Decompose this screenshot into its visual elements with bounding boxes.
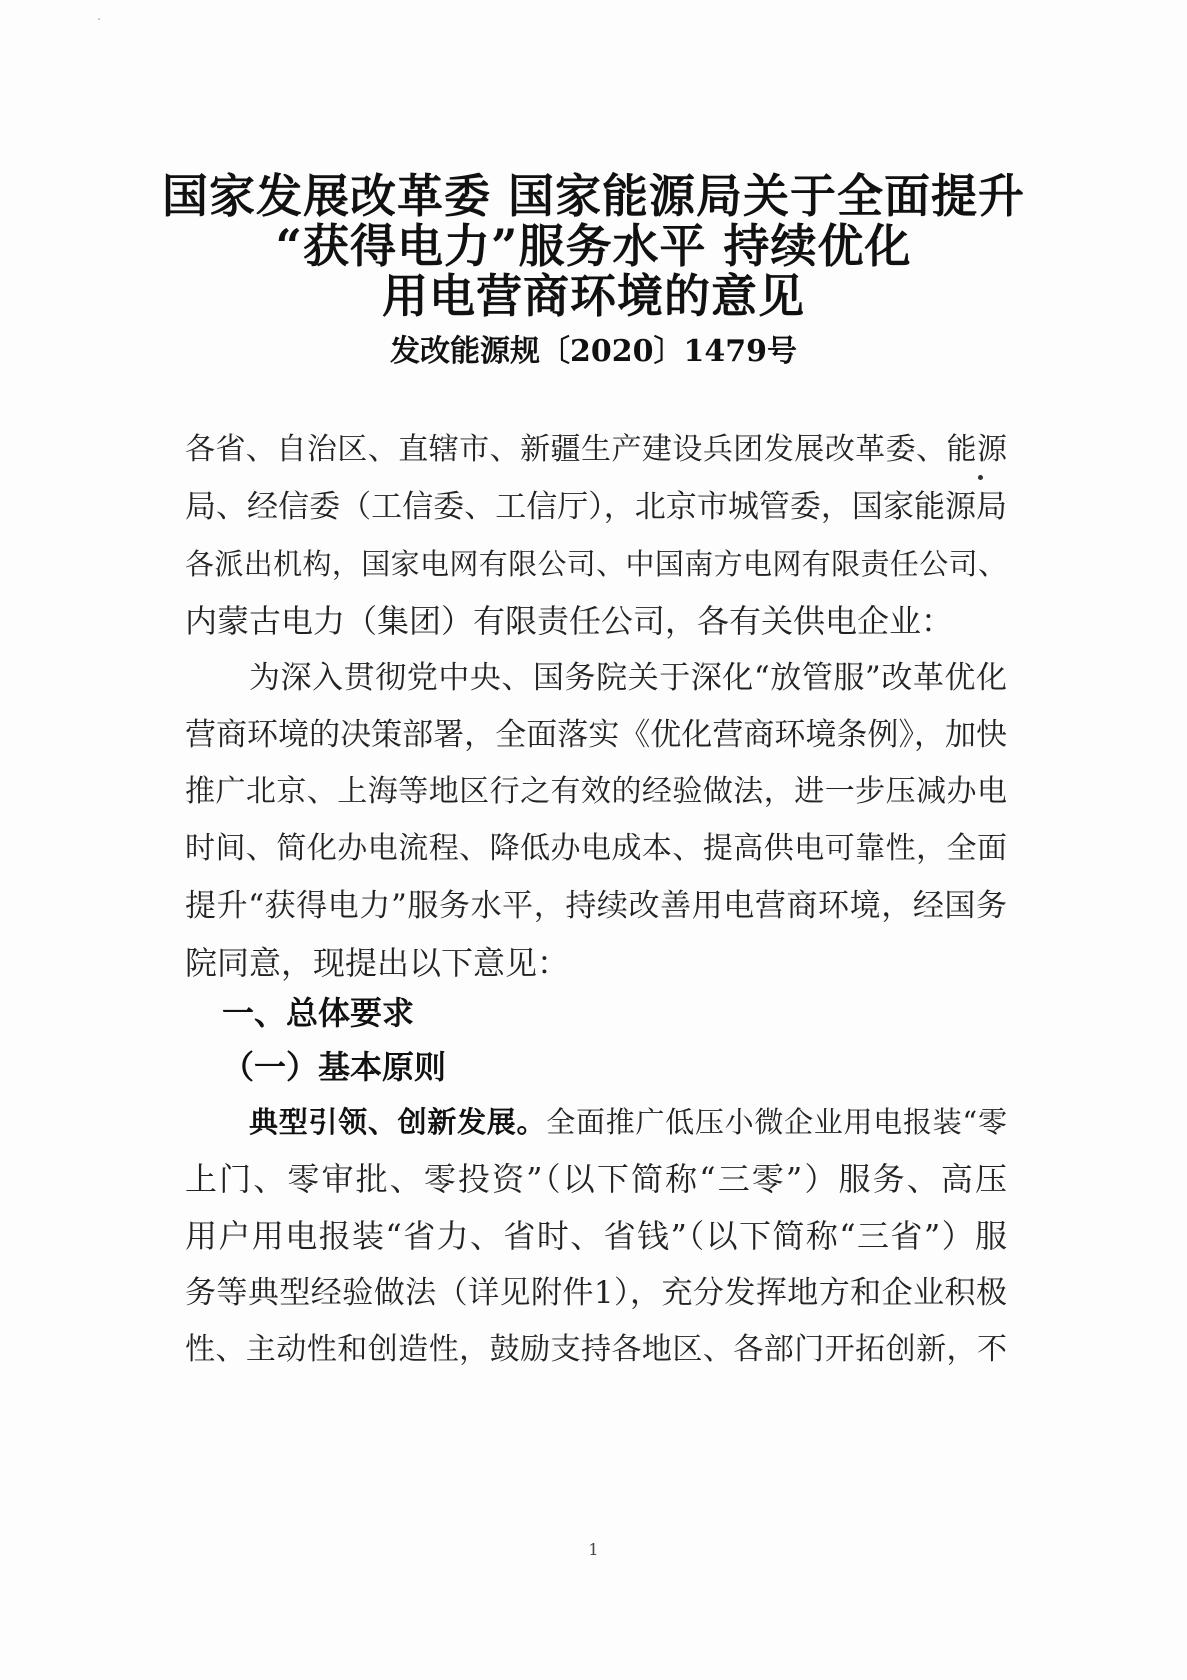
subsection-heading: （一）基本原则 [222,1048,447,1086]
addressee-line: 各省、自治区、直辖市、新疆生产建设兵团发展改革委、能源 [185,432,1007,467]
intro-line: 提升“获得电力”服务水平，持续改善用电营商环境，经国务 [185,888,1007,924]
page-number: 1 [588,1540,599,1559]
principle-first-line [249,1102,1007,1142]
document-title-line-2: “获得电力”服务水平 持续优化 [275,219,912,273]
document-number: 发改能源规〔2020〕1479号 [390,334,797,369]
principle-first-line-text: 全面推广低压小微企业用电报装“零 [546,1105,1007,1139]
principle-line: 性、主动性和创造性，鼓励支持各地区、各部门开拓创新，不 [185,1332,1007,1367]
intro-line: 院同意，现提出以下意见： [185,944,570,982]
intro-line: 为深入贯彻党中央、国务院关于深化“放管服”改革优化 [249,660,1007,696]
intro-line: 推广北京、上海等地区行之有效的经验做法，进一步压减办电 [185,774,1007,809]
principle-line: 上门、零审批、零投资”（以下简称“三零”）服务、高压 [185,1160,1007,1198]
document-title-line-3: 用电营商环境的意见 [382,269,805,323]
scan-speck [978,475,983,480]
addressee-line: 局、经信委（工信委、工信厅），北京市城管委，国家能源局 [185,489,1007,525]
scan-speck [98,18,100,20]
principle-line: 务等典型经验做法（详见附件1），充分发挥地方和企业积极 [185,1275,1007,1311]
addressee-line: 内蒙古电力（集团）有限责任公司，各有关供电企业： [185,602,954,640]
intro-line: 时间、简化办电流程、降低办电成本、提高供电可靠性，全面 [185,831,1007,866]
section-heading: 一、总体要求 [222,994,415,1032]
document-title-line-1: 国家发展改革委 国家能源局关于全面提升 [161,169,1025,223]
principle-lead: 典型引领、创新发展。 [249,1105,547,1139]
intro-line: 营商环境的决策部署，全面落实《优化营商环境条例》，加快 [185,717,1007,753]
addressee-line: 各派出机构，国家电网有限公司、中国南方电网有限责任公司、 [185,547,1007,581]
principle-line: 用户用电报装“省力、省时、省钱”（以下简称“三省”）服 [185,1217,1007,1255]
